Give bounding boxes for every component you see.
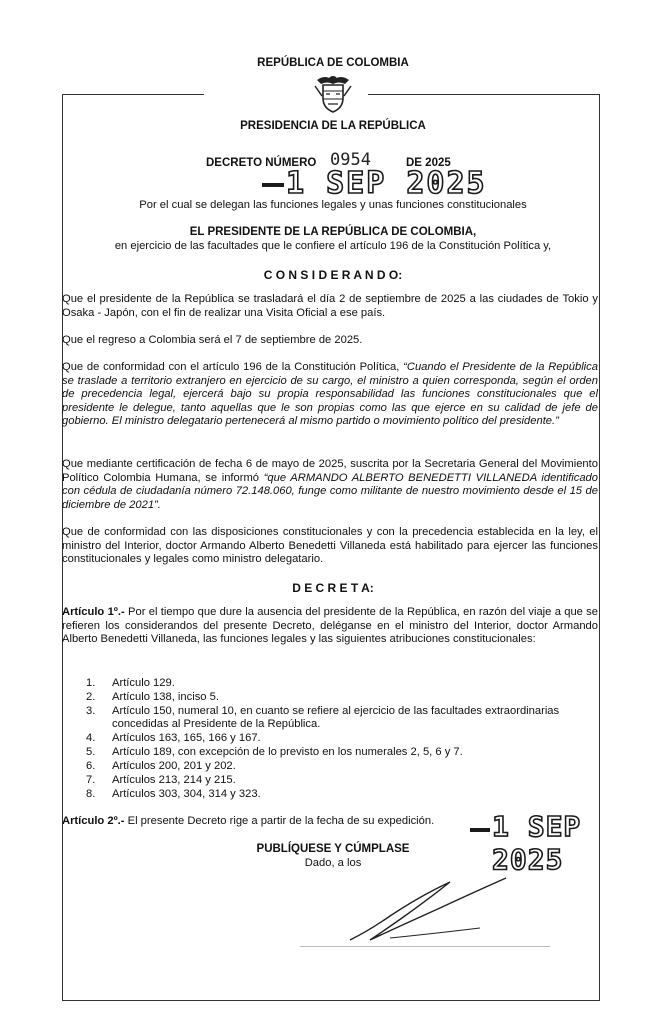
- considerando-heading: C O N S I D E R A N D O:: [263, 268, 403, 282]
- authority-title: EL PRESIDENTE DE LA REPÚBLICA DE COLOMBIA,: [189, 226, 477, 238]
- article-2: [62, 815, 434, 827]
- list-item: 6. Artículos 200, 201 y 202.: [86, 760, 236, 772]
- list-item: 3. Artículo 150, numeral 10, en cuanto se refiere al ejercicio de las facultades extraordinarias concedidas al Presidente de la República.: [86, 705, 560, 731]
- decree-summary: Por el cual se delegan las funciones legales y unas funciones constitucionales: [139, 199, 527, 211]
- given-line: Dado, a los: [304, 857, 362, 869]
- paragraph-3-intro: Que de conformidad con el artículo 196 de la Constitución Política,: [62, 361, 404, 373]
- date-stamp-2: 1 SEP 2025: [492, 810, 582, 876]
- article-1-label: Artículo 1º.-: [62, 606, 125, 618]
- list-item: 7. Artículos 213, 214 y 215.: [86, 774, 236, 786]
- article-2-text: El presente Decreto rige a partir de la fecha de su expedición.: [124, 815, 435, 827]
- considerando-paragraph-2: Que el regreso a Colombia será el 7 de septiembre de 2025.: [62, 334, 363, 346]
- list-item: 4. Artículos 163, 165, 166 y 167.: [86, 732, 261, 744]
- decree-number: 0954: [330, 150, 371, 170]
- considerando-paragraph-3: [62, 361, 598, 429]
- date-stamp-2-dash: [470, 828, 490, 832]
- considerando-paragraph-4: [62, 458, 598, 512]
- article-1: [62, 606, 598, 647]
- paragraph-4-intro: Que mediante certificación de fecha 6 de mayo de 2025, suscrita por la Secretaria General del Movimiento Político Colombia Humana, se informó: [62, 458, 598, 484]
- considerando-paragraph-5: Que de conformidad con las disposiciones constitucionales y con la precedencia establecida en la ley, el ministro del Interior, doctor Armando Alberto Benedetti Villaneda está habilitado para ejercer las funciones constitucionales y legales como ministro delegatario.: [62, 526, 598, 566]
- considerando-paragraph-1: Que el presidente de la República se trasladará el día 2 de septiembre de 2025 a las ciudades de Tokio y Osaka - Japón, con el fin de realizar una Visita Oficial a ese país.: [62, 293, 598, 319]
- list-item: 5. Artículo 189, con excepción de lo previsto en los numerales 2, 5, 6 y 7.: [86, 746, 463, 758]
- list-item: 1. Artículo 129.: [86, 677, 175, 689]
- date-stamp-dash: [262, 183, 284, 187]
- frame-bottom: [62, 1000, 600, 1001]
- date-stamp: 1 SEP 2025: [286, 166, 487, 201]
- decreta-heading: D E C R E T A:: [292, 581, 374, 595]
- article-1-text: Por el tiempo que dure la ausencia del presidente de la República, en razón del viaje a que se refieren los considerandos del presente Decreto, deléganse en el ministro del Interior, doctor Armando Alberto Benedetti Villaneda, las funciones legales y las siguientes atribuciones constitucionales:: [62, 606, 599, 646]
- certification-quote: “que ARMANDO ALBERTO BENEDETTI VILLANEDA identificado con cédula de ciudadanía número 72.148.060, funge como militante de nuestro movimiento desde el 15 de diciembre de 2021”.: [62, 471, 598, 511]
- signature-line: [300, 946, 550, 947]
- frame-top-right: [368, 94, 600, 95]
- authority-basis: en ejercicio de las facultades que le confiere el artículo 196 de la Constitución Política y,: [114, 240, 552, 252]
- signature: [330, 868, 520, 948]
- frame-top-left: [62, 94, 204, 95]
- article-2-label: Artículo 2º.-: [62, 815, 125, 827]
- list-item: 2. Artículo 138, inciso 5.: [86, 691, 219, 703]
- coat-of-arms-icon: [311, 72, 355, 116]
- decree-label: DECRETO NÚMERO: [206, 157, 317, 169]
- constitution-quote: “Cuando el Presidente de la República se traslade a territorio extranjero en ejercicio de su cargo, el ministro a quien corresponda, según el orden de precedencia legal, ejercerá bajo su propia responsabilidad las funciones constitucionales que el presidente le delegue, tanto aquellas que le son propias como las que ejerce en su calidad de jefe de gobierno. El ministro delegatario pertenecerá al mismo partido o movimiento político del presidente.”: [62, 361, 598, 428]
- office-heading: PRESIDENCIA DE LA REPÚBLICA: [240, 120, 426, 132]
- publish-heading: PUBLÍQUESE Y CÚMPLASE: [256, 843, 410, 855]
- list-item: 8. Artículos 303, 304, 314 y 323.: [86, 788, 261, 800]
- country-heading: REPÚBLICA DE COLOMBIA: [257, 57, 409, 69]
- decree-year: DE 2025: [406, 157, 451, 169]
